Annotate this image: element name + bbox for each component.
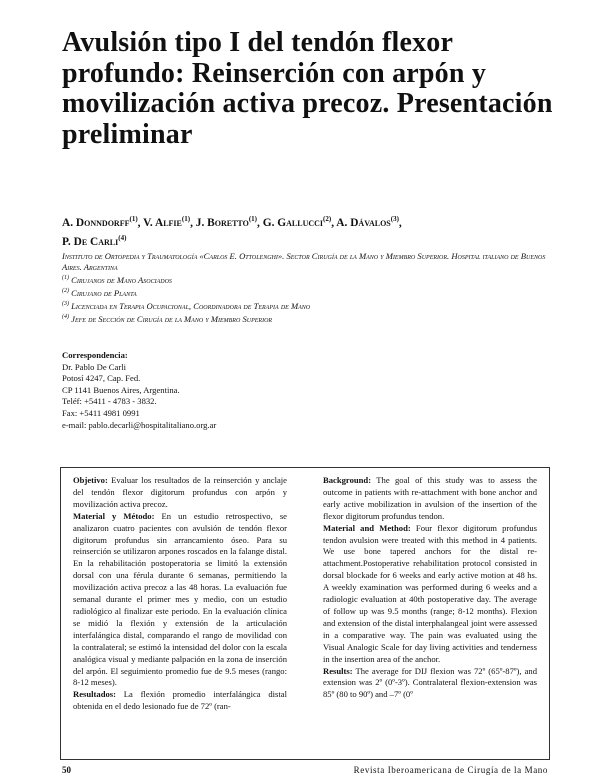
- author: A. Donndorff$^{(1)}$,: [62, 215, 144, 229]
- abstract-paragraph: Background: The goal of this study was to assess the outcome in patients with re-attachment with bone anchor and early active mobilization in avulsion of the insertion of the flexor digitorum profundus tendon.: [323, 475, 537, 521]
- affiliation-note: $^{(1)}$ Cirujanos de Mano Asociados: [62, 274, 172, 285]
- correspondence: [62, 350, 362, 431]
- article-title: Avulsión tipo I del tendón flexor profundo: Reinserción con arpón y movilización activa precoz. Presentación preliminar: [62, 27, 553, 150]
- abstract-paragraph: Results: The average for DIJ flexion was 72º (65º-87º), and extension was 2º (0º-3º). Contralateral flexion-extension was 85º (80 to 90º) and –7º (0º: [323, 665, 537, 700]
- correspondence-email: e-mail: pablo.decarli@hospitalitaliano.org.ar: [62, 419, 217, 430]
- abstract-box: [60, 467, 550, 760]
- affiliation-note: $^{(4)}$ Jefe de Sección de Cirugía de la Mano y Miembro Superior: [62, 313, 273, 324]
- abstract-paragraph: Resultados: La flexión promedio interfalángica distal obtenida en el dedo lesionado fue de 72º (ran-: [73, 689, 287, 712]
- correspondence-line: Teléf: +5411 - 4783 - 3832.: [62, 396, 157, 407]
- correspondence-heading: Correspondencia:: [62, 350, 128, 360]
- correspondence-line: Fax: +5411 4981 0991: [62, 407, 140, 418]
- author: J. Boretto$^{(1)}$,: [195, 215, 263, 229]
- author: V. Alfie$^{(1)}$,: [143, 215, 196, 229]
- affiliation-note: $^{(2)}$ Cirujano de Planta: [62, 287, 137, 298]
- correspondence-line: Dr. Pablo De Carli: [62, 361, 126, 372]
- page-number: 50: [62, 765, 71, 775]
- author: G. Gallucci$^{(2)}$,: [262, 215, 337, 229]
- correspondence-line: CP 1141 Buenos Aires, Argentina.: [62, 384, 180, 395]
- journal-name: Revista Iberoamericana de Cirugía de la Mano: [353, 765, 548, 775]
- author-list: [62, 212, 562, 250]
- affiliation-institute: Instituto de Ortopedia y Traumatología «Carlos E. Ottolenghi». Sector Cirugía de la Mano y Miembro Superior. Hospital italiano de Buenos Aires. Argentina: [62, 251, 546, 272]
- abstract-paragraph: Objetivo: Evaluar los resultados de la reinserción y anclaje del tendón flexor digitorum profundus con arpón y movilización activa precoz.: [73, 475, 287, 509]
- abstract-paragraph: Material y Método: En un estudio retrospectivo, se analizaron cuatro pacientes con avulsión de tendón flexor digitorum profundus sin arrancamiento óseo. Para su reinserción se utilizaron arpones roscados en la falange distal. En la rehabilitación postoperatoria se limitó la extensión dorsal con una férula durante 6 semanas, permitiendo la movilización activa precoz a las 48 horas. La evaluación fue semanal durante el primer mes y medio, con un estudio radiológico al finalizar este periodo. En la evaluación clínica se midió la flexión y extensión de la articulación interfalángica distal, comparando el rango de movilidad con la contralateral; se estimó la intensidad del dolor con la escala analógica visual y mediante palpación en la zona de inserción del arpón. El seguimiento promedio fue de 9.5 meses (rango: 8-12 meses).: [73, 510, 287, 688]
- correspondence-line: Potosí 4247, Cap. Fed.: [62, 373, 141, 384]
- abstract-english: [323, 475, 537, 701]
- abstract-spanish: [73, 475, 287, 713]
- affiliation-note: $^{(3)}$ Licenciada en Terapia Ocupacional, Coordinadora de Terapia de Mano: [62, 300, 311, 311]
- affiliations: [62, 251, 562, 324]
- author: A. Dávalos$^{(3)}$,: [336, 215, 402, 229]
- author: P. De Carli$^{(4)}$: [62, 233, 127, 248]
- abstract-paragraph: Material and Method: Four flexor digitorum profundus tendon avulsion were treated with this method in 4 patients. We use bone tapered anchors for the distal re-attachment.Postoperative rehabilitation protocol consisted in dorsal blockade for 6 weeks and early active motion at 48 hs. A weekly examination was performed during 6 weeks and a radiologic evaluation at 40th postoperative day. The average of follow up was 9.5 months (range; 8-12 months). Flexion and extension of the distal interphalangeal joint were assessed in a comparative way. The pain was evaluated using the Visual Analogic Scale for day living activities and tenderness in the insertion area of the anchor.: [323, 522, 537, 664]
